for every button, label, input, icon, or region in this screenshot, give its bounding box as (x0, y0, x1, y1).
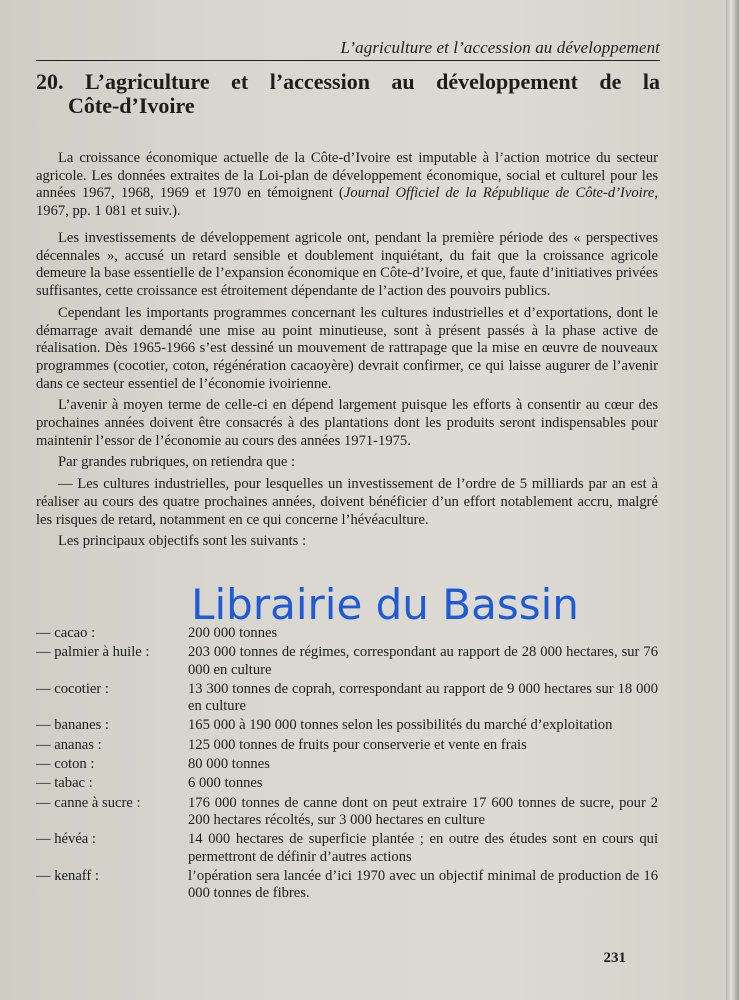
page-number: 231 (603, 950, 626, 966)
crop-objective: 165 000 à 190 000 tonnes selon les possibilités du marché d’exploitation (188, 717, 613, 734)
crop-label: — cacao : (36, 625, 96, 641)
list-item (36, 717, 658, 734)
list-item (36, 756, 658, 773)
crop-label: — hévéa : (36, 831, 96, 848)
running-header: L’agriculture et l’accession au développement (340, 38, 660, 57)
paragraph-1: Les investissements de développement agricole ont, pendant la première période des « perspectives décennales », accusé un retard sensible et doublement inquiétant, du fait que la croissance agricole demeure la base essentielle de l’expansion économique en Côte-d’Ivoire, et que, faute d’initiatives privées suffisantes, cette croissance est étroitement dépendante de l’action des pouvoirs publics. (36, 230, 658, 300)
intro-paragraph (36, 150, 658, 220)
list-item (36, 681, 658, 716)
chapter-title-line-1: 20. L’agriculture et l’accession au développement de la (36, 69, 660, 94)
paragraph-5: — Les cultures industrielles, pour lesquelles un investissement de l’ordre de 5 milliards par an est à réaliser au cours des quatre prochaines années, doivent bénéficier d’un effort notablement accru, malgré les risques de retard, notamment en ce qui concerne l’hévéaculture. (36, 476, 658, 528)
intro-source: Journal Officiel de la République de Côte-d’Ivoire (343, 185, 655, 202)
crop-label: — tabac : (36, 775, 93, 792)
header-rule (36, 60, 660, 61)
crop-objective: 176 000 tonnes de canne dont on peut extraire 17 600 tonnes de sucre, pour 2 200 hectares récoltés, sur 3 000 hectares en culture (188, 794, 658, 828)
crop-label: — ananas : (36, 736, 102, 753)
crop-label: — palmier à huile : (36, 644, 150, 661)
page-edge (726, 0, 739, 1000)
crop-objective: l’opération sera lancée d’ici 1970 avec un objectif minimal de production de 16 000 tonnes de fibres. (188, 867, 658, 902)
crop-label: — cocotier : (36, 680, 109, 697)
crop-label: — canne à sucre : (36, 794, 141, 811)
crop-label: — coton : (36, 756, 95, 773)
objectives-list (36, 625, 658, 904)
crop-objective: 80 000 tonnes (188, 756, 270, 773)
paragraph-2: Cependant les importants programmes concernant les cultures industrielles et d’exportations, dont le démarrage avait demandé une mise au point minutieuse, sont à présent passés à la phase active de réalisation. Dès 1965-1966 s’est dessiné un mouvement de rattrapage que la mise en œuvre de nouveaux programmes (cocotier, coton, régénération cacaoyère) devrait confirmer, ce qui laisse augurer de l’avenir dans ce secteur essentiel de l’économie ivoirienne. (36, 304, 658, 392)
paragraph-3: L’avenir à moyen terme de celle-ci en dépend largement puisque les efforts à consentir au cœur des prochaines années doivent être consacrés à des plantations dont les produits seront indispensables pour maintenir l’essor de l’économie au cours des années 1971-1975. (36, 397, 658, 449)
paragraph-6: Les principaux objectifs sont les suivants : (58, 533, 307, 550)
crop-objective: 203 000 tonnes de régimes, correspondant au rapport de 28 000 hectares, sur 76 000 en culture (188, 644, 658, 678)
list-item (36, 644, 658, 679)
crop-label: — kenaff : (36, 867, 99, 884)
intro-ref: , 1967, pp. 1 081 et suiv.). (36, 185, 658, 219)
crop-objective: 13 300 tonnes de coprah, correspondant au rapport de 9 000 hectares sur 18 000 en culture (188, 680, 658, 715)
crop-objective: 14 000 hectares de superficie plantée ; en outre des études sont en cours qui permettront de définir d’autres actions (188, 831, 658, 865)
crop-objective: 125 000 tonnes de fruits pour conserverie et vente en frais (188, 736, 527, 753)
chapter-title (36, 70, 660, 118)
crop-objective: 6 000 tonnes (188, 775, 263, 792)
crop-label: — bananes : (36, 717, 109, 734)
list-item (36, 775, 658, 792)
intro-block (36, 150, 658, 220)
list-item (36, 831, 658, 866)
chapter-title-line-2: Côte-d’Ivoire (68, 93, 195, 118)
crop-objective: 200 000 tonnes (188, 625, 278, 641)
intro-text: La croissance économique actuelle de la Côte-d’Ivoire est imputable à l’action motrice du secteur agricole. Les données extraites de la Loi-plan de développement économique, social et culturel pour les années 1967, 1968, 1969 et 1970 en témoignent ( (36, 150, 658, 202)
list-item (36, 737, 658, 754)
paragraph-4: Par grandes rubriques, on retiendra que : (58, 454, 296, 471)
list-item (36, 868, 658, 903)
list-item (36, 795, 658, 830)
body-text (36, 230, 658, 555)
watermark: Librairie du Bassin (191, 580, 579, 629)
